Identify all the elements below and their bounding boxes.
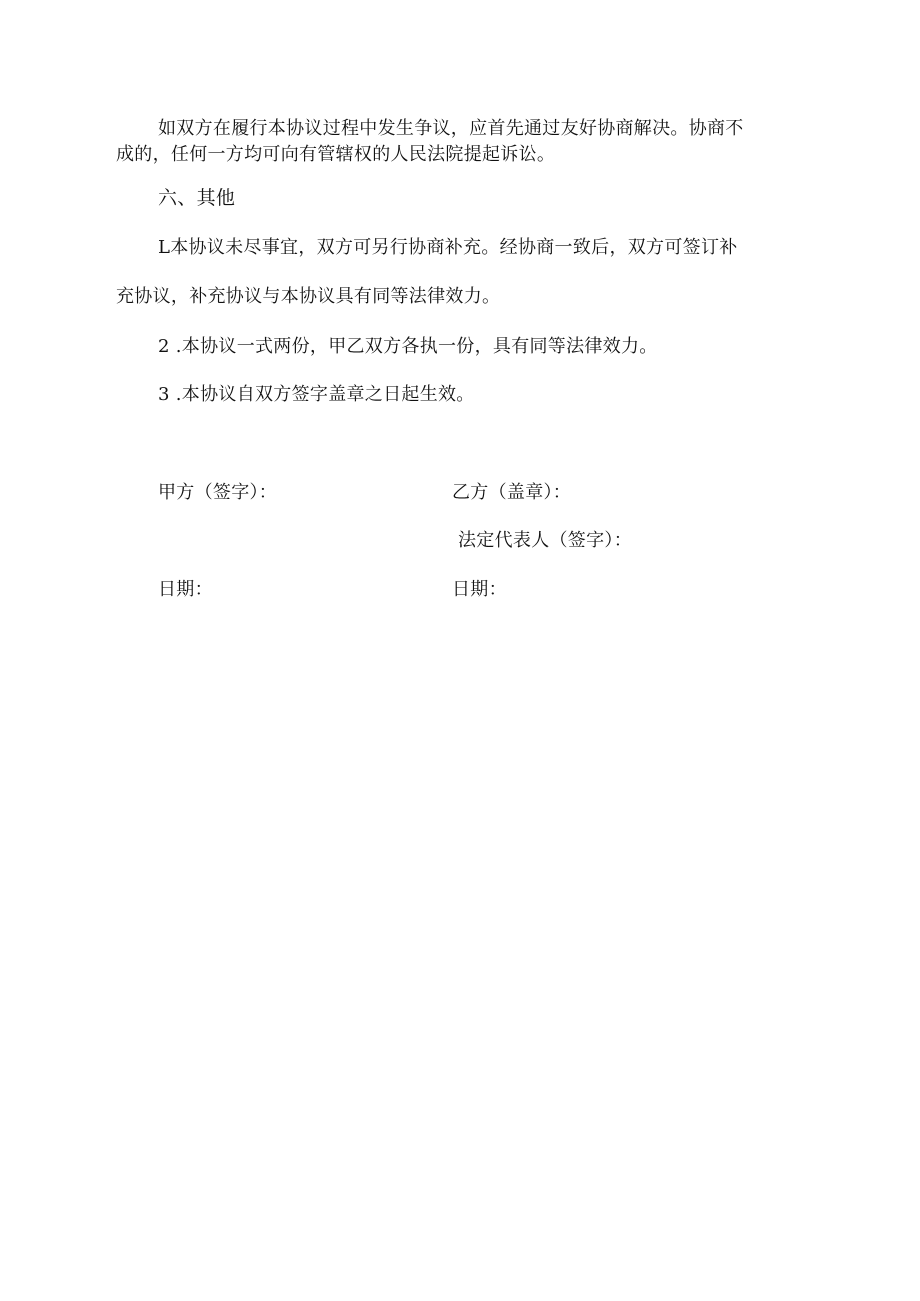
section-6-item-1-line-1: L本协议未尽事宜，双方可另行协商补充。经协商一致后，双方可签订补 (158, 237, 738, 258)
legal-representative-signature-label: 法定代表人（签字）： (458, 530, 632, 551)
section-6-item-3: 3 .本协议自双方签字盖章之日起生效。 (158, 384, 475, 405)
dispute-paragraph-line-2: 成的，任何一方均可向有管辖权的人民法院提起诉讼。 (116, 144, 556, 165)
party-b-date-label: 日期： (452, 579, 507, 600)
dispute-paragraph-line-1: 如双方在履行本协议过程中发生争议，应首先通过友好协商解决。协商不 (158, 118, 744, 139)
party-b-seal-label: 乙方（盖章）： (452, 482, 572, 503)
party-a-date-label: 日期： (158, 579, 213, 600)
party-a-signature-label: 甲方（签字）： (158, 482, 278, 503)
section-6-item-1-line-2: 充协议，补充协议与本协议具有同等法律效力。 (116, 286, 501, 307)
section-6-heading: 六、其他 (158, 187, 236, 209)
section-6-item-2: 2 .本协议一式两份，甲乙双方各执一份，具有同等法律效力。 (158, 336, 658, 357)
